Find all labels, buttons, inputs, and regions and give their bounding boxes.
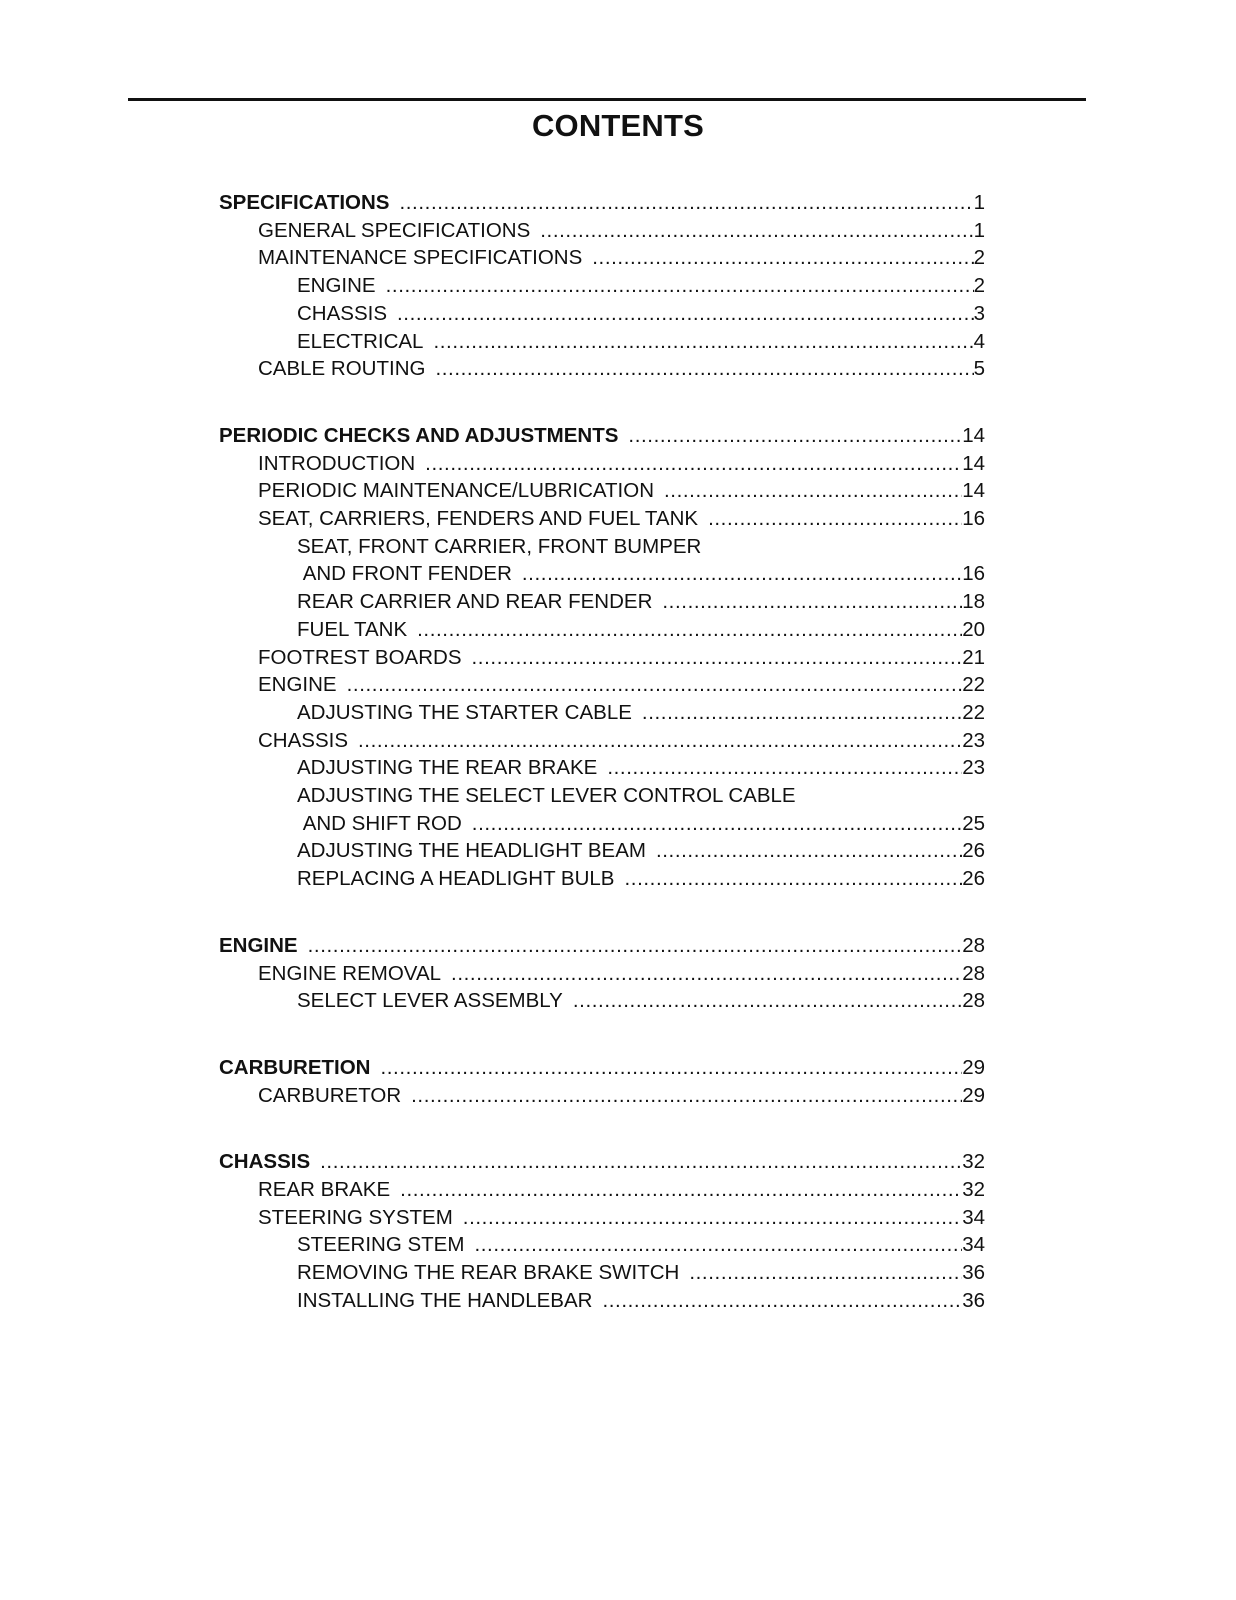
toc-entry-label: ADJUSTING THE REAR BRAKE <box>297 756 598 780</box>
toc-entry[interactable] <box>297 987 985 1015</box>
toc-entry-label: CABLE ROUTING <box>258 357 426 381</box>
toc-entry-page-number: 29 <box>962 1055 985 1079</box>
toc-dot-leader <box>400 1176 962 1204</box>
toc-dot-leader <box>472 810 962 838</box>
toc-entry-page-number: 36 <box>962 1261 985 1285</box>
toc-entry-label: CHASSIS <box>219 1150 311 1174</box>
toc-entry-label: INTRODUCTION <box>258 451 416 475</box>
toc-entry-label: REPLACING A HEADLIGHT BULB <box>297 867 615 891</box>
toc-entry-page-number: 36 <box>962 1288 985 1312</box>
toc-entry[interactable] <box>258 355 985 383</box>
toc-entry-label: SEAT, CARRIERS, FENDERS AND FUEL TANK <box>258 507 699 530</box>
toc-entry[interactable] <box>219 422 985 450</box>
toc-entry[interactable] <box>297 782 985 810</box>
toc-entry-page-number: 14 <box>962 451 985 475</box>
toc-entry-page-number: 16 <box>962 562 985 586</box>
toc-entry-page-number: 2 <box>973 246 985 270</box>
toc-entry-label: FUEL TANK <box>297 617 408 641</box>
toc-entry-page-number: 34 <box>962 1205 985 1229</box>
toc-entry-label: CHASSIS <box>297 301 387 325</box>
toc-entry[interactable] <box>219 1054 985 1082</box>
toc-dot-leader <box>607 754 962 782</box>
toc-entry-page-number: 18 <box>962 590 985 614</box>
toc-entry[interactable] <box>297 810 985 838</box>
toc-entry-label: ENGINE <box>258 673 337 697</box>
toc-entry-label: AND FRONT FENDER <box>297 562 512 586</box>
toc-entry-label: CHASSIS <box>258 728 348 752</box>
toc-entry[interactable] <box>297 865 985 893</box>
toc-dot-leader <box>689 1259 962 1287</box>
toc-entry-page-number: 3 <box>973 301 985 325</box>
toc-dot-leader <box>433 328 973 356</box>
toc-entry[interactable] <box>297 837 985 865</box>
toc-entry[interactable] <box>219 932 985 960</box>
toc-entry[interactable] <box>297 272 985 300</box>
toc-entry-label: AND SHIFT ROD <box>297 811 462 835</box>
toc-entry-page-number: 25 <box>962 811 985 835</box>
toc-entry-label: CARBURETOR <box>258 1083 402 1107</box>
toc-entry-page-number: 1 <box>973 191 985 214</box>
toc-entry[interactable] <box>258 450 985 478</box>
toc-entry-label: ENGINE <box>297 274 376 298</box>
toc-entry-page-number: 22 <box>962 673 985 697</box>
toc-dot-leader <box>602 1287 962 1315</box>
toc-dot-leader <box>573 987 962 1015</box>
toc-entry-label: REMOVING THE REAR BRAKE SWITCH <box>297 1261 680 1285</box>
toc-entry[interactable] <box>258 217 985 245</box>
toc-entry[interactable] <box>297 588 985 616</box>
toc-dot-leader <box>417 616 962 644</box>
toc-entry[interactable] <box>297 1287 985 1315</box>
toc-entry-page-number: 29 <box>962 1083 985 1107</box>
toc-dot-leader <box>708 505 962 533</box>
toc-entry-page-number: 26 <box>962 839 985 863</box>
toc-dot-leader <box>592 244 973 272</box>
toc-entry-page-number: 4 <box>973 329 985 353</box>
toc-entry[interactable] <box>258 644 985 672</box>
toc-dot-leader <box>451 960 962 988</box>
toc-entry-label: PERIODIC CHECKS AND ADJUSTMENTS <box>219 423 619 447</box>
toc-dot-leader <box>540 217 973 245</box>
toc-entry-page-number: 28 <box>962 961 985 985</box>
toc-entry-label: ADJUSTING THE STARTER CABLE <box>297 700 632 724</box>
toc-entry-label: ELECTRICAL <box>297 329 424 353</box>
toc-dot-leader <box>522 560 962 588</box>
toc-entry[interactable] <box>258 1176 985 1204</box>
toc-dot-leader <box>472 644 963 672</box>
toc-entry[interactable] <box>258 727 985 755</box>
toc-dot-leader <box>380 1054 962 1082</box>
page-title: CONTENTS <box>531 108 705 143</box>
toc-entry-page-number: 21 <box>962 645 985 669</box>
toc-entry-page-number: 26 <box>962 867 985 891</box>
toc-entry[interactable] <box>219 1148 985 1176</box>
toc-entry-page-number: 32 <box>962 1150 985 1174</box>
toc-entry-label: FOOTREST BOARDS <box>258 645 462 669</box>
toc-entry-label: STEERING STEM <box>297 1233 465 1257</box>
toc-entry[interactable] <box>297 1259 985 1287</box>
toc-entry-label: GENERAL SPECIFICATIONS <box>258 218 531 242</box>
toc-entry-label: INSTALLING THE HANDLEBAR <box>297 1288 593 1312</box>
toc-entry[interactable] <box>297 560 985 588</box>
toc-dot-leader <box>399 189 973 217</box>
toc-entry[interactable] <box>258 244 985 272</box>
toc-dot-leader <box>474 1231 962 1259</box>
toc-dot-leader <box>628 422 962 450</box>
toc-entry-label: SELECT LEVER ASSEMBLY <box>297 989 563 1013</box>
toc-entry[interactable] <box>297 300 985 328</box>
toc-entry-page-number: 22 <box>962 700 985 724</box>
toc-entry-page-number: 14 <box>962 479 985 503</box>
toc-entry-label: ADJUSTING THE HEADLIGHT BEAM <box>297 839 646 863</box>
toc-entry-label: REAR CARRIER AND REAR FENDER <box>297 590 653 614</box>
toc-entry-page-number: 20 <box>962 617 985 641</box>
toc-entry-page-number: 28 <box>962 989 985 1013</box>
toc-dot-leader <box>435 355 973 383</box>
toc-entry-page-number: 2 <box>973 274 985 298</box>
toc-entry[interactable] <box>297 699 985 727</box>
toc-dot-leader <box>463 1204 962 1232</box>
toc-entry-label: ADJUSTING THE SELECT LEVER CONTROL CABLE <box>297 784 796 807</box>
toc-entry-label: CARBURETION <box>219 1055 371 1079</box>
toc-entry-page-number: 28 <box>962 933 985 957</box>
toc-entry-label: SPECIFICATIONS <box>219 191 390 214</box>
toc-entry[interactable] <box>297 328 985 356</box>
toc-dot-leader <box>642 699 962 727</box>
toc-dot-leader <box>425 450 962 478</box>
toc-dot-leader <box>656 837 962 865</box>
toc-entry[interactable] <box>258 505 985 533</box>
toc-entry[interactable] <box>297 533 985 561</box>
toc-entry-label: REAR BRAKE <box>258 1178 391 1201</box>
toc-entry[interactable] <box>258 960 985 988</box>
toc-entry-label: PERIODIC MAINTENANCE/LUBRICATION <box>258 479 654 503</box>
toc-dot-leader <box>397 300 974 328</box>
toc-entry-page-number: 14 <box>962 423 985 447</box>
toc-dot-leader <box>308 932 963 960</box>
toc-dot-leader <box>662 588 962 616</box>
toc-entry-page-number: 16 <box>962 507 985 530</box>
toc-entry[interactable] <box>297 616 985 644</box>
toc-entry-page-number: 32 <box>962 1178 985 1201</box>
toc-entry[interactable] <box>258 1082 985 1110</box>
toc-entry[interactable] <box>258 1204 985 1232</box>
toc-entry-label: STEERING SYSTEM <box>258 1205 453 1229</box>
toc-entry-page-number: 1 <box>973 218 985 242</box>
toc-entry-label: ENGINE <box>219 933 298 957</box>
toc-dot-leader <box>664 477 962 505</box>
toc-entry-label: MAINTENANCE SPECIFICATIONS <box>258 246 583 270</box>
toc-entry[interactable] <box>297 754 985 782</box>
toc-entry-label: SEAT, FRONT CARRIER, FRONT BUMPER <box>297 534 702 558</box>
toc-dot-leader <box>386 272 974 300</box>
table-of-contents <box>219 0 985 1600</box>
toc-entry-page-number: 5 <box>973 357 985 381</box>
toc-entry[interactable] <box>258 671 985 699</box>
toc-entry-page-number: 23 <box>962 756 985 780</box>
toc-entry-page-number: 23 <box>962 728 985 752</box>
toc-dot-leader <box>347 671 963 699</box>
toc-entry[interactable] <box>258 477 985 505</box>
toc-entry-label: ENGINE REMOVAL <box>258 961 442 985</box>
toc-entry-page-number: 34 <box>962 1233 985 1257</box>
toc-dot-leader <box>411 1082 962 1110</box>
toc-entry[interactable] <box>297 1231 985 1259</box>
toc-dot-leader <box>358 727 962 755</box>
toc-dot-leader <box>320 1148 962 1176</box>
toc-entry[interactable] <box>219 189 985 217</box>
toc-dot-leader <box>624 865 962 893</box>
